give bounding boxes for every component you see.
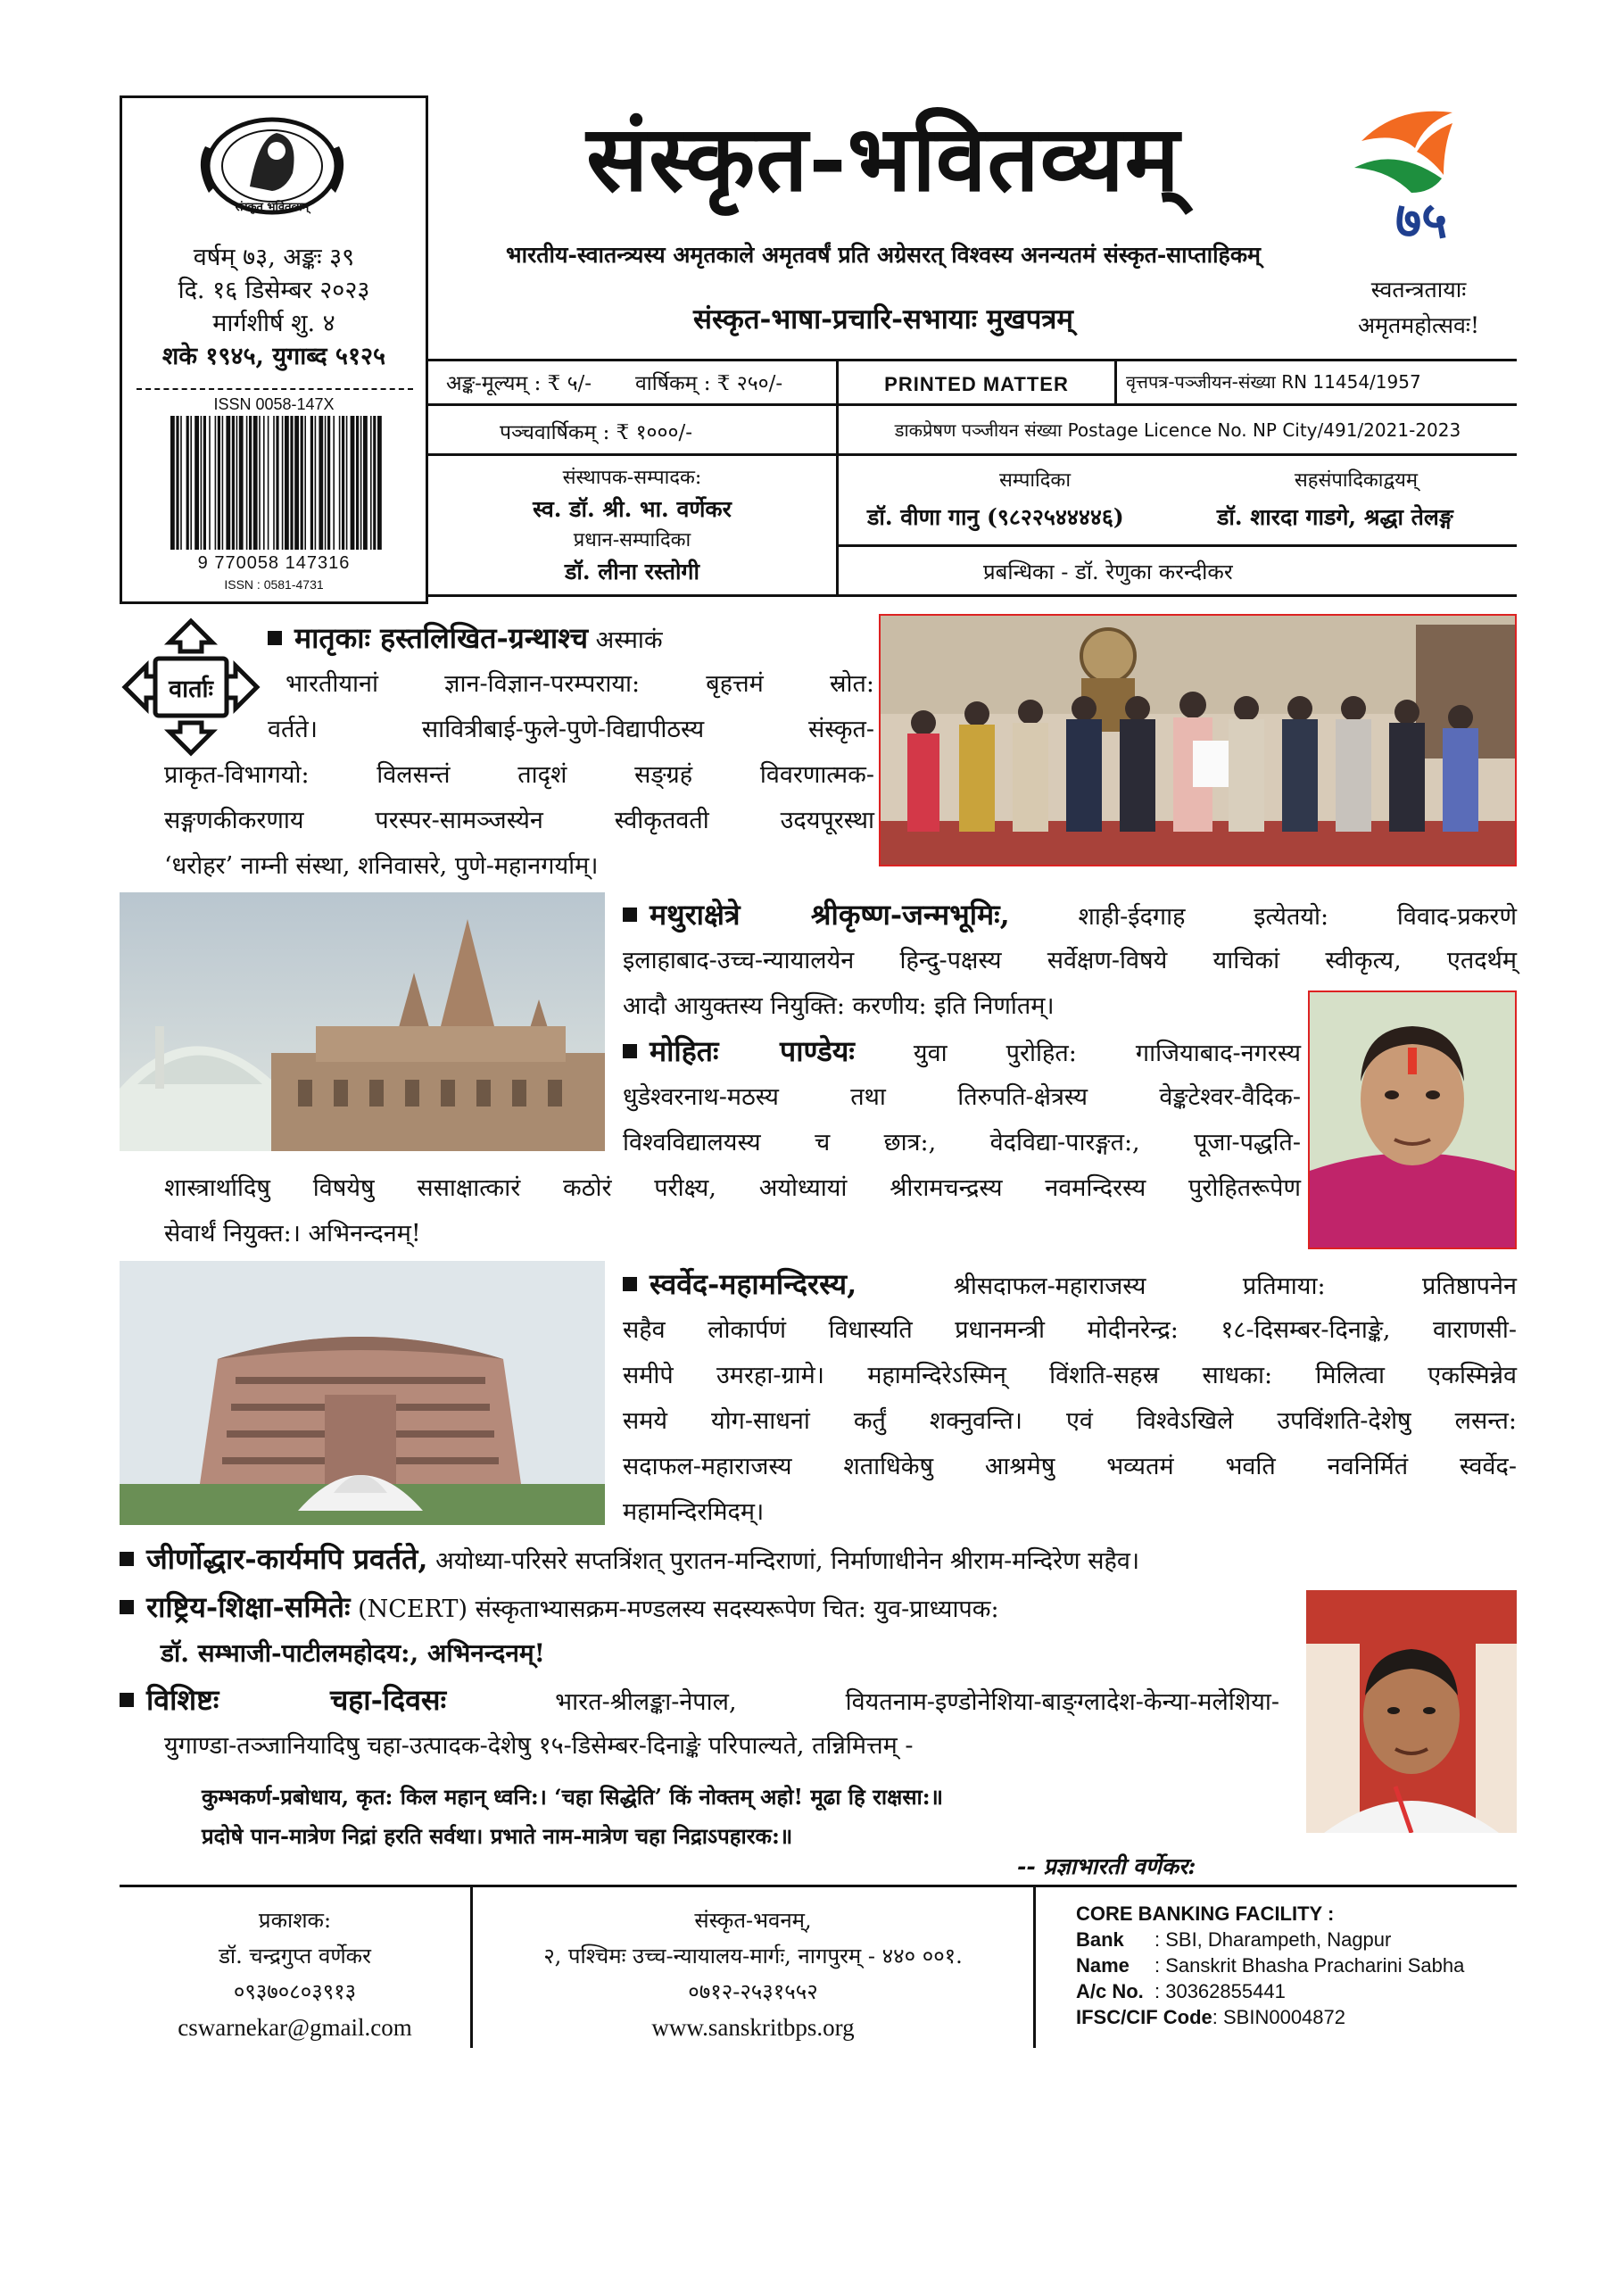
- bank-row-label: Bank: [1076, 1928, 1124, 1951]
- coeditors-names: डॉ. शारदा गाडगे, श्रद्धा तेलङ्ग: [1217, 504, 1453, 530]
- bullet-icon: [120, 1552, 134, 1566]
- issue-date: दि. १६ डिसेम्बर २०२३: [178, 277, 370, 304]
- publication-logo: [187, 111, 357, 218]
- coeditors-label: सहसंपादिकाद्वयम्: [1294, 469, 1419, 492]
- logo-lettering: संस्कृत भवितव्यम्: [235, 201, 310, 214]
- sambhaji-patil-photo: [1306, 1590, 1517, 1833]
- chief-editor-label: प्रधान-सम्पादिका: [573, 529, 691, 551]
- swarved-mahamandir-photo: [120, 1261, 605, 1525]
- bank-row: [1076, 1978, 1517, 2004]
- bank-row: [1076, 1927, 1517, 1952]
- masthead-subtitle: भारतीय-स्वातन्त्र्यस्य अमृतकाले अमृतवर्षं प्रति अग्रेसरत् विश्वस्य अनन्यतमं संस्कृत-साप्ताहिकम्: [506, 242, 1261, 268]
- registration-number: वृत्तपत्र-पञ्जीयन-संख्या RN 11454/1957: [1126, 371, 1421, 393]
- dashed-divider: [137, 388, 413, 390]
- news-5-heading: जीर्णोद्धार-कार्यमपि प्रवर्तते,: [146, 1542, 428, 1576]
- news-7-heading: विशिष्टः चहा-दिवसः: [146, 1683, 447, 1717]
- news-4-line: महामन्दिरमिदम्।: [623, 1498, 765, 1526]
- news-6-line: (NCERT) संस्कृताभ्यासक्रम-मण्डलस्य सदस्यरूपेण चित: युव-प्राध्यापक:: [358, 1596, 999, 1623]
- publisher-name: डॉ. चन्द्रगुप्त वर्णेकर: [219, 1944, 371, 1969]
- postal-licence: डाकप्रेषण पञ्जीयन संख्या Postage Licence No. NP City/491/2021-2023: [894, 419, 1461, 441]
- founder-name: स्व. डॉ. श्री. भा. वर्णेकर: [533, 496, 732, 522]
- editor-label: सम्पादिका: [998, 469, 1072, 492]
- news-1-line: वर्तते। सावित्रीबाई-फुले-पुणे-विद्यापीठस्य संस्कृत-: [268, 716, 874, 743]
- news-5-line: अयोध्या-परिसरे सप्तत्रिंशत् पुरातन-मन्दिराणां, निर्माणाधीनेन श्रीराम-मन्दिरेण सहैव।: [435, 1547, 1140, 1575]
- news-7-line: युगाण्डा-तञ्जानियादिषु चहा-उत्पादक-देशेषु १५-डिसेम्बर-दिनाङ्के परिपाल्यते, तन्निमित्तम् -: [164, 1732, 914, 1760]
- office-phone: ०७१२-२५३१५५२: [688, 1979, 818, 2004]
- price-five-year: पञ्चवार्षिकम् : ₹ १०००/-: [500, 421, 692, 444]
- news-1-line: प्राकृत-विभागयो: विलसन्तं तादृशं सङ्ग्रहं विवरणात्मक-: [164, 761, 874, 789]
- mohit-pandey-photo: [1308, 991, 1517, 1249]
- news-4-line: समये योग-साधनां कर्तुं शक्नुवन्ति। एवं विश्वेऽखिले उपविंशति-देशेषु लसन्त:: [623, 1407, 1517, 1435]
- bank-row-label: Name: [1076, 1954, 1130, 1977]
- amrit-mahotsav-logo: [1344, 96, 1469, 248]
- news-1-line: ‘धरोहर’ नाम्नी संस्था, शनिवासरे, पुणे-महानगर्याम्।: [164, 852, 599, 880]
- bank-row-label: A/c No.: [1076, 1980, 1144, 2002]
- news-2-line: इलाहाबाद-उच्च-न्यायालयेन हिन्दु-पक्षस्य सर्वेक्षण-विषये याचिकां स्वीकृत्य, एतदर्थम्: [623, 947, 1517, 974]
- issue-era: शके १९४५, युगाब्द ५१२५: [161, 343, 386, 370]
- bank-row-value: : SBI, Dharampeth, Nagpur: [1154, 1928, 1392, 1951]
- bank-row-value: : 30362855441: [1154, 1980, 1286, 2002]
- bank-title: CORE BANKING FACILITY :: [1076, 1902, 1335, 1925]
- news-1-line: सङ्गणकीकरणाय परस्पर-सामञ्जस्येन स्वीकृतवती उदयपूरस्था: [164, 807, 874, 834]
- verse-line-1: कुम्भकर्ण-प्रबोधाय, कृत: किल महान् ध्वनि:। ‘चहा सिद्धेति’ किं नोक्तम् अहो! मूढा हि राक्षसा:॥: [202, 1784, 944, 1810]
- bank-row-value: : Sanskrit Bhasha Pracharini Sabha: [1154, 1954, 1465, 1977]
- news-1-line: अस्माकं: [595, 626, 663, 654]
- news-4-line: सहैव लोकार्पणं विधास्यति प्रधानमन्त्री मोदीनरेन्द्र: १८-दिसम्बर-दिनाङ्के, वाराणसी-: [623, 1316, 1517, 1344]
- website-link[interactable]: www.sanskritbps.org: [651, 2014, 855, 2041]
- bank-row: [1076, 1952, 1517, 1978]
- varta-emblem: [120, 616, 262, 758]
- issue-volume: वर्षम् ७३, अङ्कः ३९: [193, 244, 355, 271]
- news-3-line: युवा पुरोहित: गाजियाबाद-नगरस्य: [913, 1040, 1302, 1067]
- news-3-heading: मोहितः पाण्डेयः: [650, 1034, 855, 1068]
- publisher-label: प्रकाशक:: [258, 1908, 332, 1933]
- news-4-heading: स्वर्वेद-महामन्दिरस्य,: [650, 1267, 857, 1301]
- news-4-line: सदाफल-महाराजस्य शताधिकेषु आश्रमेषु भव्यतमं भवति नवनिर्मितं स्वर्वेद-: [623, 1453, 1517, 1480]
- news-2-heading: मथुराक्षेत्रे श्रीकृष्ण-जन्मभूमिः,: [650, 898, 1010, 932]
- bullet-icon: [623, 908, 637, 922]
- news-3-line: शास्त्रार्थादिषु विषयेषु ससाक्षात्कारं कठोरं परीक्ष्य, अयोध्यायां श्रीरामचन्द्रस्य नवमन्दिरस्य पुरोहितरूपेण: [164, 1174, 1301, 1202]
- news-4-line: श्रीसदाफल-महाराजस्य प्रतिमाया: प्रतिष्ठापनेन: [953, 1272, 1517, 1300]
- verse-line-2: प्रदोषे पान-मात्रेण निद्रां हरति सर्वथा। प्रभाते नाम-मात्रेण चहा निद्राऽपहारक:॥: [202, 1823, 793, 1849]
- news-6-heading: राष्ट्रिय-शिक्षा-समितेः: [146, 1590, 351, 1624]
- editor-name: डॉ. वीणा गानु (९८२२५४४४४६): [867, 504, 1124, 530]
- issue-info-box: [120, 95, 428, 604]
- bank-row: [1076, 2004, 1517, 2030]
- news-2-line: आदौ आयुक्तस्य नियुक्ति: करणीय: इति निर्णातम्।: [623, 992, 1055, 1020]
- office-address: २, पश्चिमः उच्च-न्यायालय-मार्गः, नागपुरम् - ४४० ००१.: [543, 1944, 963, 1969]
- news-1-heading: मातृकाः हस्तलिखित-ग्रन्थाश्च: [294, 621, 589, 655]
- bullet-icon: [268, 631, 282, 645]
- founder-label: संस्थापक-सम्पादक:: [562, 467, 702, 489]
- news-3-line: सेवार्थं नियुक्त:। अभिनन्दनम्!: [164, 1220, 421, 1247]
- masthead-organ: संस्कृत-भाषा-प्रचारि-सभायाः मुखपत्रम्: [693, 303, 1073, 336]
- news-2-line: शाही-ईदगाह इत्येतयो: विवाद-प्रकरणे: [1078, 903, 1517, 931]
- price-annual: वार्षिकम् : ₹ २५०/-: [635, 372, 783, 395]
- manager-line: प्रबन्धिका - डॉ. रेणुका करन्दीकर: [983, 559, 1233, 584]
- publisher-phone: ०९३७०८०३९१३: [233, 1979, 357, 2004]
- price-single: अङ्क-मूल्यम् : ₹ ५/-: [446, 372, 592, 395]
- office-name: संस्कृत-भवनम्,: [694, 1908, 812, 1933]
- printed-matter: PRINTED MATTER: [884, 373, 1069, 395]
- svg-text:७५: ७५: [1395, 192, 1448, 248]
- barcode: [167, 416, 383, 554]
- news-6-name: डॉ. सम्भाजी-पाटीलमहोदय:, अभिनन्दनम्!: [161, 1638, 545, 1668]
- news-3-line: धुडेश्वरनाथ-मठस्य तथा तिरुपति-क्षेत्रस्य वेङ्कटेश्वर-वैदिक-: [623, 1083, 1301, 1111]
- bullet-icon: [120, 1600, 134, 1614]
- masthead-title: संस्कृत-भवितव्यम्: [586, 105, 1180, 212]
- news-1-line: भारतीयानां ज्ञान-विज्ञान-परम्पराया: बृहत्तमं स्रोत:: [286, 670, 874, 698]
- chief-editor-name: डॉ. लीना रस्तोगी: [565, 559, 699, 584]
- news-7-line: भारत-श्रीलङ्का-नेपाल, वियतनाम-इण्डोनेशिया-बाङ्ग्लादेश-केन्या-मलेशिया-: [555, 1688, 1279, 1716]
- issue-month: मार्गशीर्ष शु. ४: [212, 310, 335, 337]
- issn-top: ISSN 0058-147X: [213, 395, 335, 413]
- bullet-icon: [623, 1277, 637, 1291]
- news-3-line: विश्वविद्यालयस्य च छात्र:, वेदविद्या-पारङ्गत:, पूजा-पद्धति-: [623, 1129, 1301, 1156]
- varta-label: वार्ताः: [169, 676, 213, 703]
- news-4-line: समीपे उमरहा-ग्रामे। महामन्दिरेऽस्मिन् विंशति-सहस्र साधका: मिलित्वा एकस्मिन्नेव: [623, 1362, 1517, 1389]
- bullet-icon: [623, 1044, 637, 1058]
- issn-bottom: ISSN : 0581-4731: [224, 577, 324, 592]
- bank-row-value: : SBIN0004872: [1212, 2006, 1346, 2028]
- verse-attribution: -- प्रज्ञाभारती वर्णेकर:: [1017, 1853, 1196, 1879]
- krishna-janmabhoomi-photo: [120, 892, 605, 1151]
- bank-row-label: IFSC/CIF Code: [1076, 2006, 1212, 2028]
- publisher-email[interactable]: cswarnekar@gmail.com: [178, 2014, 412, 2041]
- barcode-digits: 9 770058 147316: [197, 553, 351, 573]
- bullet-icon: [120, 1693, 134, 1707]
- amrit-line-2: अमृतमहोत्सवः!: [1357, 312, 1480, 338]
- amrit-line-1: स्वतन्त्रतायाः: [1370, 277, 1467, 303]
- group-photo: [879, 614, 1517, 866]
